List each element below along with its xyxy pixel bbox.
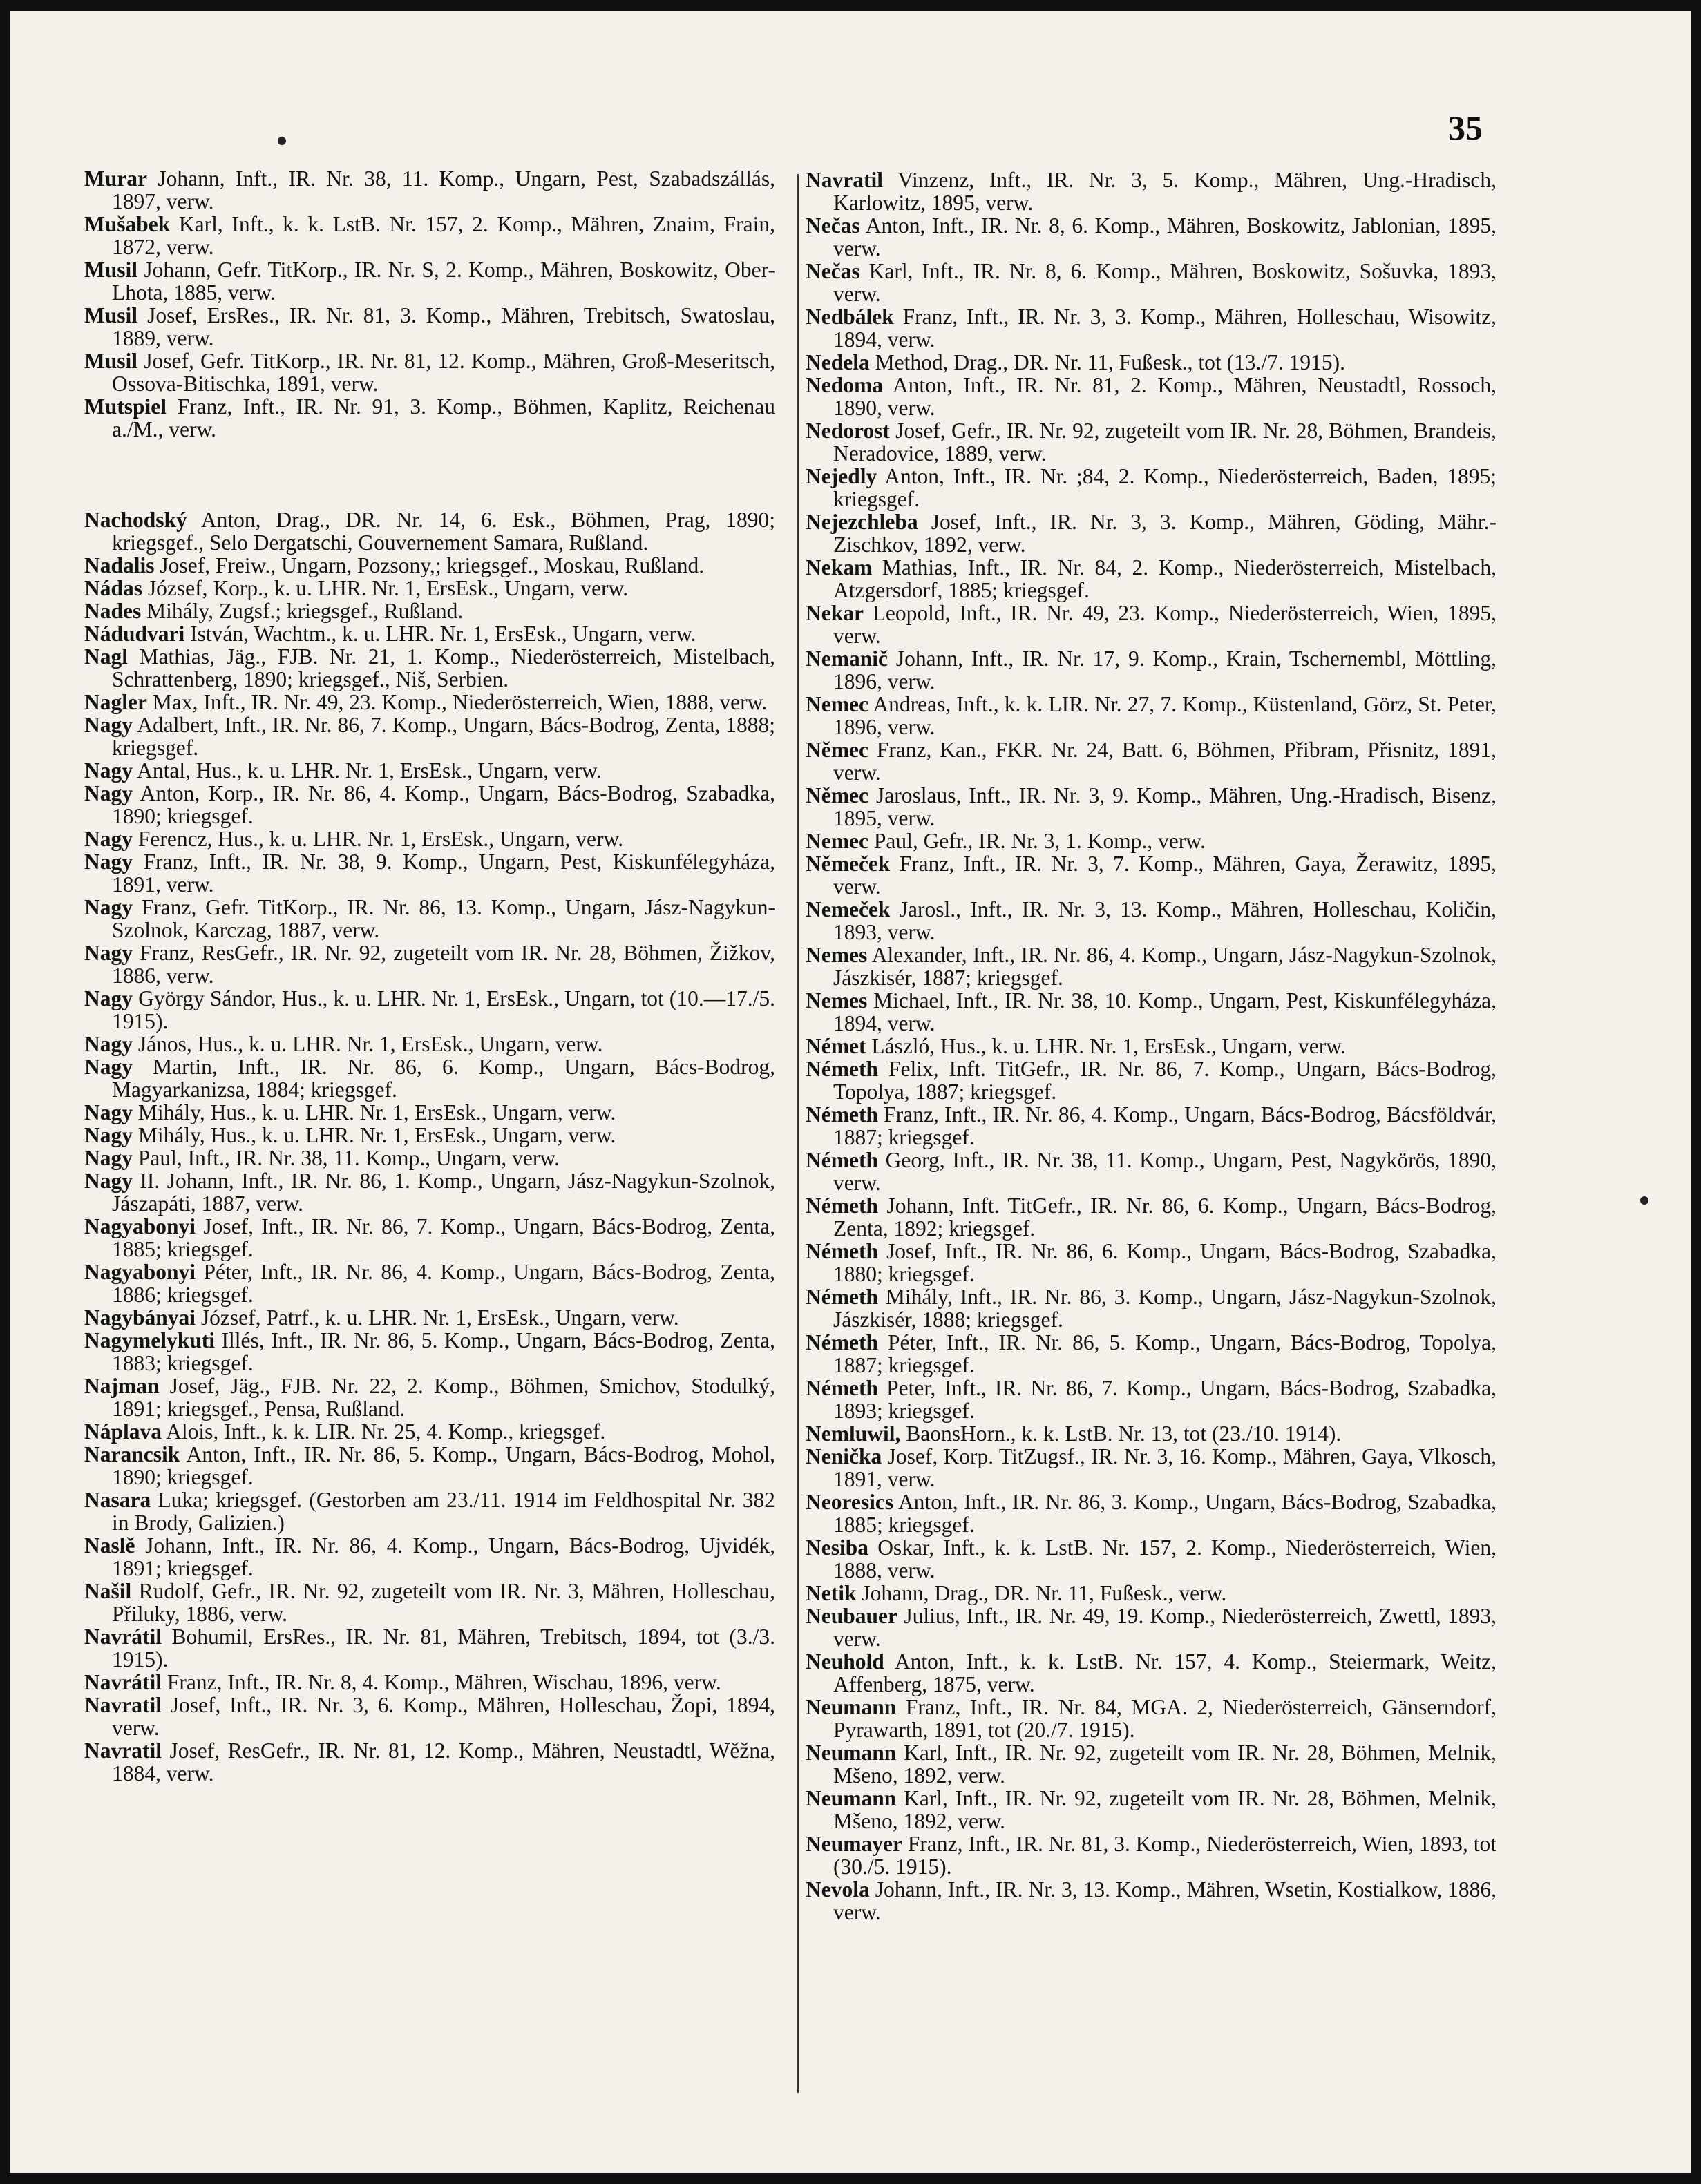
entry-surname: Nemec <box>806 692 868 716</box>
entry-surname: Nagy <box>84 781 133 805</box>
entry-surname: Nagy <box>84 1055 133 1079</box>
entry-surname: Németh <box>806 1330 878 1354</box>
right-column <box>806 169 1496 1924</box>
entry-details: Martin, Inft., IR. Nr. 86, 6. Komp., Ungarn, Bács-Bodrog, Magyarkanizsa, 1884; kriegsgef. <box>112 1055 776 1102</box>
register-entry <box>806 1832 1496 1878</box>
entry-surname: Nagy <box>84 758 133 783</box>
entry-details: Anton, Inft., k. k. LstB. Nr. 157, 4. Komp., Steiermark, Weitz, Affenberg, 1875, verw. <box>833 1649 1497 1696</box>
entry-details: Luka; kriegsgef. (Gestorben am 23./11. 1914 im Feldhospital Nr. 382 in Brody, Galizien.) <box>112 1488 775 1535</box>
entry-details: Anton, Drag., DR. Nr. 14, 6. Esk., Böhmen, Prag, 1890; kriegsgef., Selo Dergatschi, Gouvernement Samara, Rußland. <box>112 508 775 555</box>
entry-details: János, Hus., k. u. LHR. Nr. 1, ErsEsk., Ungarn, verw. <box>137 1032 603 1056</box>
entry-surname: Musil <box>84 303 138 327</box>
entry-surname: Nevola <box>806 1877 870 1902</box>
register-entry <box>806 1331 1496 1377</box>
register-entry <box>806 1035 1496 1057</box>
entry-details: László, Hus., k. u. LHR. Nr. 1, ErsEsk., Ungarn, verw. <box>871 1034 1346 1058</box>
register-entry <box>806 647 1496 693</box>
entry-details: II. Johann, Inft., IR. Nr. 86, 1. Komp., Ungarn, Jász-Nagykun-Szolnok, Jászapáti, 1887, verw. <box>112 1169 775 1216</box>
entry-surname: Mutspiel <box>84 394 167 419</box>
entry-details: Bohumil, ErsRes., IR. Nr. 81, Mähren, Trebitsch, 1894, tot (3./3. 1915). <box>112 1625 775 1671</box>
entry-details: Josef, Gefr. TitKorp., IR. Nr. 81, 12. Komp., Mähren, Groß-Meseritsch, Ossova-Bitischka, 1891, verw. <box>112 349 776 396</box>
register-entry <box>84 258 775 304</box>
entry-surname: Musil <box>84 258 138 282</box>
register-entry <box>84 1420 775 1443</box>
register-entry <box>84 941 775 987</box>
entry-details: Franz, Inft., IR. Nr. 86, 4. Komp., Ungarn, Bács-Bodrog, Bácsföldvár, 1887; kriegsgef. <box>833 1102 1497 1149</box>
entry-surname: Nadalis <box>84 553 155 577</box>
entry-surname: Nekam <box>806 555 873 579</box>
register-entry <box>806 214 1496 260</box>
register-entry <box>806 169 1496 214</box>
entry-surname: Neumann <box>806 1786 897 1810</box>
entry-surname: Nemes <box>806 943 868 967</box>
entry-surname: Nagler <box>84 690 147 714</box>
register-entry <box>84 713 775 759</box>
register-entry <box>806 556 1496 602</box>
register-entry <box>806 1194 1496 1240</box>
entry-surname: Našil <box>84 1579 132 1603</box>
register-entry <box>84 1580 775 1625</box>
register-entry <box>84 1374 775 1420</box>
entry-details: Johann, Inft., IR. Nr. 38, 11. Komp., Ungarn, Pest, Szabadszállás, 1897, verw. <box>112 166 775 213</box>
register-entry <box>806 1422 1496 1445</box>
register-entry <box>806 784 1496 830</box>
entry-details: Leopold, Inft., IR. Nr. 49, 23. Komp., Niederösterreich, Wien, 1895, verw. <box>833 601 1496 648</box>
column-divider <box>797 174 799 2093</box>
entry-details: Johann, Inft., IR. Nr. 86, 4. Komp., Ungarn, Bács-Bodrog, Ujvidék, 1891; kriegsgef. <box>112 1533 775 1580</box>
entry-surname: Navrátil <box>84 1625 162 1649</box>
register-entry <box>84 167 775 213</box>
register-entry <box>806 374 1496 419</box>
register-entry <box>84 1329 775 1374</box>
entry-surname: Nagy <box>84 1032 133 1056</box>
entry-details: Mihály, Hus., k. u. LHR. Nr. 1, ErsEsk., Ungarn, verw. <box>137 1100 616 1124</box>
register-entry <box>806 351 1496 374</box>
entry-details: Johann, Inft., IR. Nr. 3, 13. Komp., Mähren, Wsetin, Kostialkow, 1886, verw. <box>833 1877 1496 1924</box>
register-entry <box>806 738 1496 784</box>
register-entry <box>806 1103 1496 1149</box>
register-entry <box>84 1055 775 1101</box>
entry-surname: Nagl <box>84 644 128 669</box>
register-entry <box>806 305 1496 351</box>
entry-surname: Murar <box>84 166 147 191</box>
register-entry <box>806 510 1496 556</box>
register-entry <box>84 554 775 577</box>
entry-surname: Neubauer <box>806 1604 897 1628</box>
entry-surname: Němec <box>806 738 868 762</box>
entry-details: Paul, Inft., IR. Nr. 38, 11. Komp., Ungarn, verw. <box>137 1146 560 1170</box>
register-entry <box>84 645 775 691</box>
register-entry <box>84 850 775 896</box>
entry-surname: Neumann <box>806 1695 897 1719</box>
entry-surname: Nagy <box>84 1146 133 1170</box>
entry-details: Josef, ResGefr., IR. Nr. 81, 12. Komp., Mähren, Neustadtl, Wěžna, 1884, verw. <box>112 1738 776 1785</box>
entry-surname: Nagy <box>84 1123 133 1147</box>
register-entry <box>84 782 775 827</box>
entry-surname: Nenička <box>806 1444 882 1468</box>
entry-details: Johann, Inft., IR. Nr. 17, 9. Komp., Krain, Tschernembl, Möttling, 1896, verw. <box>833 646 1496 693</box>
entry-surname: Nagy <box>84 895 133 919</box>
entry-details: Franz, Inft., IR. Nr. 81, 3. Komp., Niederösterreich, Wien, 1893, tot (30./5. 1915). <box>833 1832 1497 1879</box>
entry-surname: Nedoma <box>806 373 883 397</box>
entry-details: Georg, Inft., IR. Nr. 38, 11. Komp., Ungarn, Pest, Nagykörös, 1890, verw. <box>833 1148 1497 1195</box>
entry-details: Johann, Gefr. TitKorp., IR. Nr. S, 2. Komp., Mähren, Boskowitz, Ober-Lhota, 1885, verw. <box>112 258 776 305</box>
entry-surname: Neumann <box>806 1741 897 1765</box>
left-column <box>84 167 775 1785</box>
entry-surname: Nejezchleba <box>806 510 918 534</box>
entry-details: Franz, Inft., IR. Nr. 3, 7. Komp., Mähren, Gaya, Žerawitz, 1895, verw. <box>833 852 1496 899</box>
entry-surname: Navratil <box>84 1738 162 1763</box>
entry-details: Mihály, Zugsf.; kriegsgef., Rußland. <box>146 599 464 623</box>
register-entry <box>806 465 1496 510</box>
entry-details: József, Patrf., k. u. LHR. Nr. 1, ErsEsk., Ungarn, verw. <box>200 1305 679 1330</box>
entry-surname: Nades <box>84 599 142 623</box>
entry-details: Adalbert, Inft., IR. Nr. 86, 7. Komp., Ungarn, Bács-Bodrog, Zenta, 1888; kriegsgef. <box>112 713 776 760</box>
entry-surname: Najman <box>84 1374 160 1398</box>
entry-group-n <box>84 508 775 1785</box>
entry-surname: Narancsik <box>84 1442 180 1466</box>
entry-surname: Nemeček <box>806 897 891 921</box>
entry-details: Rudolf, Gefr., IR. Nr. 92, zugeteilt vom IR. Nr. 3, Mähren, Holleschau, Přiluky, 1886, verw. <box>112 1579 775 1626</box>
entry-surname: Neumayer <box>806 1832 902 1856</box>
entry-details: Josef, Inft., IR. Nr. 3, 6. Komp., Mähren, Holleschau, Žopi, 1894, verw. <box>112 1693 775 1740</box>
entry-surname: Nagyabonyi <box>84 1260 196 1284</box>
entry-details: Peter, Inft., IR. Nr. 86, 7. Komp., Ungarn, Bács-Bodrog, Szabadka, 1893; kriegsgef. <box>833 1376 1497 1423</box>
register-entry <box>806 852 1496 898</box>
entry-details: Method, Drag., DR. Nr. 11, Fußesk., tot (13./7. 1915). <box>875 350 1346 374</box>
entry-surname: Netik <box>806 1581 857 1605</box>
entry-surname: Nagy <box>84 986 133 1010</box>
entry-details: Péter, Inft., IR. Nr. 86, 5. Komp., Ungarn, Bács-Bodrog, Topolya, 1887; kriegsgef. <box>833 1330 1496 1377</box>
entry-details: Paul, Gefr., IR. Nr. 3, 1. Komp., verw. <box>873 829 1206 853</box>
register-entry <box>806 1285 1496 1331</box>
entry-details: Franz, Gefr. TitKorp., IR. Nr. 86, 13. Komp., Ungarn, Jász-Nagykun-Szolnok, Karczag, 1887, verw. <box>112 895 776 942</box>
entry-details: Josef, Jäg., FJB. Nr. 22, 2. Komp., Böhmen, Smichov, Stodulký, 1891; kriegsgef., Pensa, Rußland. <box>112 1374 775 1421</box>
entry-surname: Németh <box>806 1148 878 1172</box>
entry-surname: Neoresics <box>806 1490 894 1514</box>
register-entry <box>84 349 775 395</box>
register-entry <box>84 622 775 645</box>
register-entry <box>84 304 775 349</box>
register-entry <box>84 691 775 713</box>
entry-surname: Németh <box>806 1194 878 1218</box>
register-entry <box>806 1582 1496 1605</box>
entry-surname: Nagyabonyi <box>84 1214 196 1238</box>
register-entry <box>84 1101 775 1124</box>
entry-surname: Nádas <box>84 576 143 600</box>
register-entry <box>806 1491 1496 1536</box>
entry-surname: Nemec <box>806 829 868 853</box>
register-entry <box>806 1696 1496 1741</box>
entry-surname: Neuhold <box>806 1649 884 1674</box>
entry-details: BaonsHorn., k. k. LstB. Nr. 13, tot (23./10. 1914). <box>906 1421 1342 1446</box>
entry-surname: Nedela <box>806 350 870 374</box>
entry-details: Anton, Inft., IR. Nr. 86, 5. Komp., Ungarn, Bács-Bodrog, Mohol, 1890; kriegsgef. <box>112 1442 776 1489</box>
entry-details: György Sándor, Hus., k. u. LHR. Nr. 1, ErsEsk., Ungarn, tot (10.—17./5. 1915). <box>112 986 776 1033</box>
register-entry <box>806 1536 1496 1582</box>
register-entry <box>806 693 1496 738</box>
entry-details: József, Korp., k. u. LHR. Nr. 1, ErsEsk., Ungarn, verw. <box>147 576 629 600</box>
register-entry <box>84 395 775 441</box>
entry-details: Felix, Inft. TitGefr., IR. Nr. 86, 7. Komp., Ungarn, Bács-Bodrog, Topolya, 1887; kriegsgef. <box>833 1057 1497 1104</box>
entry-details: Anton, Inft., IR. Nr. 86, 3. Komp., Ungarn, Bács-Bodrog, Szabadka, 1885; kriegsgef. <box>833 1490 1496 1537</box>
print-speck <box>278 137 286 145</box>
register-entry <box>806 943 1496 989</box>
entry-surname: Németh <box>806 1376 878 1400</box>
entry-details: Josef, Inft., IR. Nr. 3, 3. Komp., Mähren, Göding, Mähr.-Zischkov, 1892, verw. <box>833 510 1497 557</box>
entry-surname: Nečas <box>806 213 860 238</box>
register-entry <box>84 213 775 258</box>
print-speck <box>1640 1196 1648 1205</box>
register-entry <box>806 1650 1496 1696</box>
entry-surname: Navratil <box>84 1693 162 1717</box>
register-entry <box>84 1261 775 1306</box>
entry-details: Franz, Inft., IR. Nr. 8, 4. Komp., Mähren, Wischau, 1896, verw. <box>167 1670 721 1694</box>
register-entry <box>806 260 1496 305</box>
entry-details: Anton, Korp., IR. Nr. 86, 4. Komp., Ungarn, Bács-Bodrog, Szabadka, 1890; kriegsgef. <box>112 781 776 828</box>
entry-surname: Nachodský <box>84 508 187 532</box>
section-gap <box>84 441 775 508</box>
entry-details: Illés, Inft., IR. Nr. 86, 5. Komp., Ungarn, Bács-Bodrog, Zenta, 1883; kriegsgef. <box>112 1328 775 1375</box>
register-entry <box>84 827 775 850</box>
register-entry <box>806 1787 1496 1832</box>
entry-details: Anton, Inft., IR. Nr. 8, 6. Komp., Mähren, Boskowitz, Jablonian, 1895, verw. <box>833 213 1496 260</box>
register-entry <box>806 602 1496 647</box>
register-entry <box>806 1240 1496 1285</box>
entry-surname: Nádudvari <box>84 622 185 646</box>
entry-surname: Nedorost <box>806 419 890 443</box>
register-entry <box>84 600 775 622</box>
register-entry <box>84 1671 775 1694</box>
entry-surname: Nagy <box>84 850 133 874</box>
entry-surname: Nemes <box>806 988 868 1013</box>
entry-details: Julius, Inft., IR. Nr. 49, 19. Komp., Niederösterreich, Zwettl, 1893, verw. <box>833 1604 1497 1651</box>
entry-details: Alexander, Inft., IR. Nr. 86, 4. Komp., Ungarn, Jász-Nagykun-Szolnok, Jászkisér, 1887; kriegsgef. <box>833 943 1496 990</box>
entry-details: István, Wachtm., k. u. LHR. Nr. 1, ErsEsk., Ungarn, verw. <box>190 622 696 646</box>
entry-surname: Nagy <box>84 1169 133 1193</box>
register-entry <box>84 1443 775 1488</box>
register-entry <box>84 577 775 600</box>
entry-details: Mihály, Hus., k. u. LHR. Nr. 1, ErsEsk., Ungarn, verw. <box>137 1123 616 1147</box>
entry-surname: Musil <box>84 349 138 373</box>
entry-details: Mihály, Inft., IR. Nr. 86, 3. Komp., Ungarn, Jász-Nagykun-Szolnok, Jászkisér, 1888; kriegsgef. <box>833 1285 1497 1332</box>
entry-details: Josef, Inft., IR. Nr. 86, 7. Komp., Ungarn, Bács-Bodrog, Zenta, 1885; kriegsgef. <box>112 1214 776 1261</box>
entry-group-right <box>806 169 1496 1924</box>
register-entry <box>806 1057 1496 1103</box>
register-entry <box>84 1739 775 1785</box>
entry-surname: Nagy <box>84 941 133 965</box>
entry-surname: Németh <box>806 1102 878 1127</box>
entry-surname: Nasara <box>84 1488 151 1512</box>
register-entry <box>806 830 1496 852</box>
register-entry <box>84 1306 775 1329</box>
entry-details: Karl, Inft., IR. Nr. 92, zugeteilt vom IR. Nr. 28, Böhmen, Melnik, Mšeno, 1892, verw. <box>833 1786 1497 1833</box>
entry-details: Michael, Inft., IR. Nr. 38, 10. Komp., Ungarn, Pest, Kiskunfélegyháza, 1894, verw. <box>833 988 1497 1035</box>
entry-details: Josef, Freiw., Ungarn, Pozsony,; kriegsgef., Moskau, Rußland. <box>160 553 705 577</box>
entry-details: Franz, Inft., IR. Nr. 84, MGA. 2, Niederösterreich, Gänserndorf, Pyrawarth, 1891, tot (20./7. 1915). <box>833 1695 1496 1742</box>
entry-details: Alois, Inft., k. k. LIR. Nr. 25, 4. Komp., kriegsgef. <box>166 1419 606 1444</box>
entry-details: Franz, Inft., IR. Nr. 91, 3. Komp., Böhmen, Kaplitz, Reichenau a./M., verw. <box>112 394 775 441</box>
entry-surname: Nesiba <box>806 1535 869 1560</box>
entry-surname: Nečas <box>806 259 860 283</box>
register-entry <box>84 1147 775 1169</box>
entry-surname: Náplava <box>84 1419 162 1444</box>
entry-details: Anton, Inft., IR. Nr. 81, 2. Komp., Mähren, Neustadtl, Rossoch, 1890, verw. <box>833 373 1496 420</box>
register-entry <box>806 1445 1496 1491</box>
entry-surname: Nagy <box>84 713 133 737</box>
entry-surname: Német <box>806 1034 866 1058</box>
entry-surname: Németh <box>806 1057 878 1081</box>
entry-details: Karl, Inft., IR. Nr. 92, zugeteilt vom IR. Nr. 28, Böhmen, Melnik, Mšeno, 1892, verw. <box>833 1741 1497 1788</box>
entry-details: Ferencz, Hus., k. u. LHR. Nr. 1, ErsEsk., Ungarn, verw. <box>137 827 624 851</box>
register-entry <box>806 898 1496 943</box>
entry-surname: Nagybányai <box>84 1305 196 1330</box>
entry-details: Vinzenz, Inft., IR. Nr. 3, 5. Komp., Mähren, Ung.-Hradisch, Karlowitz, 1895, verw. <box>833 168 1496 215</box>
register-entry <box>806 1741 1496 1787</box>
register-entry <box>84 1625 775 1671</box>
register-entry <box>84 1215 775 1261</box>
register-entry <box>806 1878 1496 1924</box>
register-entry <box>806 1149 1496 1194</box>
entry-details: Karl, Inft., k. k. LstB. Nr. 157, 2. Komp., Mähren, Znaim, Frain, 1872, verw. <box>112 212 775 259</box>
entry-surname: Nedbálek <box>806 305 894 329</box>
entry-details: Max, Inft., IR. Nr. 49, 23. Komp., Niederösterreich, Wien, 1888, verw. <box>152 690 768 714</box>
entry-details: Franz, ResGefr., IR. Nr. 92, zugeteilt vom IR. Nr. 28, Böhmen, Žižkov, 1886, verw. <box>112 941 775 988</box>
register-entry <box>84 508 775 554</box>
entry-details: Johann, Drag., DR. Nr. 11, Fußesk., verw. <box>862 1581 1227 1605</box>
register-entry <box>806 419 1496 465</box>
entry-details: Josef, Korp. TitZugsf., IR. Nr. 3, 16. Komp., Mähren, Gaya, Vlkosch, 1891, verw. <box>833 1444 1496 1491</box>
entry-details: Karl, Inft., IR. Nr. 8, 6. Komp., Mähren, Boskowitz, Sošuvka, 1893, verw. <box>833 259 1496 306</box>
entry-details: Johann, Inft. TitGefr., IR. Nr. 86, 6. Komp., Ungarn, Bács-Bodrog, Zenta, 1892; kriegsgef. <box>833 1194 1497 1241</box>
entry-details: Josef, Inft., IR. Nr. 86, 6. Komp., Ungarn, Bács-Bodrog, Szabadka, 1880; kriegsgef. <box>833 1239 1497 1286</box>
register-entry <box>84 1488 775 1534</box>
entry-details: Péter, Inft., IR. Nr. 86, 4. Komp., Ungarn, Bács-Bodrog, Zenta, 1886; kriegsgef. <box>112 1260 776 1307</box>
register-entry <box>806 1377 1496 1422</box>
entry-details: Anton, Inft., IR. Nr. ;84, 2. Komp., Niederösterreich, Baden, 1895; kriegsgef. <box>833 464 1496 511</box>
entry-surname: Nagy <box>84 827 133 851</box>
entry-surname: Nemanič <box>806 646 888 671</box>
entry-details: Franz, Kan., FKR. Nr. 24, Batt. 6, Böhmen, Přibram, Přisnitz, 1891, verw. <box>833 738 1497 785</box>
entry-surname: Nagy <box>84 1100 133 1124</box>
register-entry <box>84 1534 775 1580</box>
document-page <box>10 11 1691 2173</box>
entry-surname: Nemluwil, <box>806 1421 901 1446</box>
entry-details: Franz, Inft., IR. Nr. 38, 9. Komp., Ungarn, Pest, Kiskunfélegyháza, 1891, verw. <box>112 850 776 897</box>
entry-surname: Németh <box>806 1239 878 1263</box>
entry-details: Jarosl., Inft., IR. Nr. 3, 13. Komp., Mähren, Holleschau, Količin, 1893, verw. <box>833 897 1497 944</box>
register-entry <box>84 1124 775 1147</box>
entry-details: Josef, Gefr., IR. Nr. 92, zugeteilt vom IR. Nr. 28, Böhmen, Brandeis, Neradovice, 1889, verw. <box>833 419 1496 466</box>
entry-surname: Nagymelykuti <box>84 1328 215 1352</box>
entry-details: Mathias, Inft., IR. Nr. 84, 2. Komp., Niederösterreich, Mistelbach, Atzgersdorf, 1885; kriegsgef. <box>833 555 1496 602</box>
entry-details: Andreas, Inft., k. k. LIR. Nr. 27, 7. Komp., Küstenland, Görz, St. Peter, 1896, verw. <box>833 692 1497 739</box>
register-entry <box>84 1033 775 1055</box>
entry-surname: Naslě <box>84 1533 135 1558</box>
register-entry <box>84 759 775 782</box>
entry-surname: Nekar <box>806 601 864 625</box>
register-entry <box>84 896 775 941</box>
register-entry <box>806 989 1496 1035</box>
entry-details: Oskar, Inft., k. k. LstB. Nr. 157, 2. Komp., Niederösterreich, Wien, 1888, verw. <box>833 1535 1496 1582</box>
entry-surname: Navratil <box>806 168 883 192</box>
entry-details: Antal, Hus., k. u. LHR. Nr. 1, ErsEsk., Ungarn, verw. <box>137 758 602 783</box>
entry-surname: Németh <box>806 1285 878 1309</box>
entry-surname: Mušabek <box>84 212 171 236</box>
register-entry <box>84 987 775 1033</box>
page-number: 35 <box>1448 108 1483 147</box>
entry-details: Jaroslaus, Inft., IR. Nr. 3, 9. Komp., Mähren, Ung.-Hradisch, Bisenz, 1895, verw. <box>833 783 1497 830</box>
entry-surname: Němec <box>806 783 868 807</box>
entry-group-m <box>84 167 775 441</box>
entry-details: Franz, Inft., IR. Nr. 3, 3. Komp., Mähren, Holleschau, Wisowitz, 1894, verw. <box>833 305 1496 352</box>
register-entry <box>84 1694 775 1739</box>
entry-details: Mathias, Jäg., FJB. Nr. 21, 1. Komp., Niederösterreich, Mistelbach, Schrattenberg, 1890; kriegsgef., Niš, Serbien. <box>112 644 775 691</box>
register-entry <box>806 1605 1496 1650</box>
entry-details: Josef, ErsRes., IR. Nr. 81, 3. Komp., Mähren, Trebitsch, Swatoslau, 1889, verw. <box>112 303 775 350</box>
register-entry <box>84 1169 775 1215</box>
entry-surname: Nejedly <box>806 464 877 488</box>
entry-surname: Němeček <box>806 852 891 876</box>
entry-surname: Navrátil <box>84 1670 162 1694</box>
